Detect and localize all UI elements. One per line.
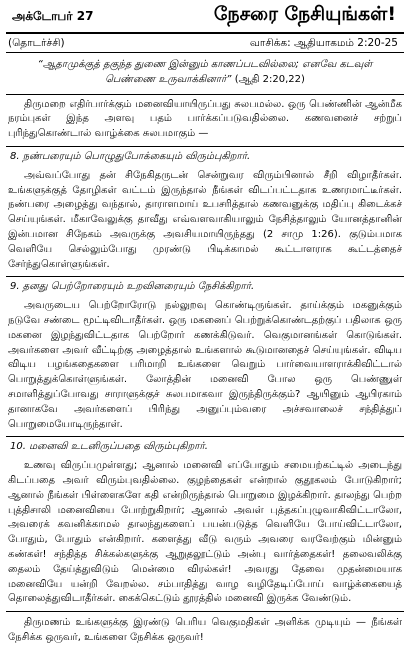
key-verse: [32, 58, 378, 88]
verse-text: “ஆதாமுக்குத் தகுந்த துணை இன்னும் காணப்படவில்லை; எனவே கடவுள் பெண்ணை உருவாக்கினார்”: [37, 59, 373, 85]
continued-label: (தொடர்ச்சி): [8, 37, 65, 49]
section-heading-9: 9. தனது பெற்றோரையும் உறவினரையும் நேசிக்கிறார்.: [10, 281, 255, 293]
section-body-8: அவ்வப்போது தன் சிநேகிதருடன் சென்றுவர விரும்பினால் சீறி விழாதீர்கள். உங்களுக்குத் தோழிகள் வட்டம் இருந்தால் நீங்கள் விடப்பட்டதாக உணரமாட்டீர்கள். நண்பரை அழைத்து வந்தால், தாராளமாய் உபசரித்தால் கணவனுக்கு மதிப்பு கிடைக்கச் செய்யுங்கள். மீகாவேலுக்கு தாவீது எவ்வளவாகியாலும் நேசித்தாலும் யோனத்தானின் இன்பமான சிநேகம் அவருக்கு அவசியமாயிருந்தது (2 சாமு 1:26). குடும்பமாக வெளியே செல்லும்போது முரண்டு பிடிக்காமல் கூட்டாளராக கூட்டத்தைச் சேர்ந்துகொள்ளுங்கள்.: [8, 169, 402, 270]
page-date: அக்டோபர் 27: [12, 9, 94, 23]
page-title: நேசரை நேசியுங்கள்!: [213, 3, 396, 25]
section-body-9: அவருடைய பெற்றோரோடு நல்லுறவு கொண்டிருங்கள். தாய்க்கும் மகனுக்கும் நடுவே சண்டை மூட்டிவிடாதீர்கள். ஒரு மகனைப் பெற்றுக்கொண்டதற்குப் பதிலாக ஒரு மகனை இழந்துவிட்டதாக பெற்றோர் கணக்கிடுவர். வெகுமானங்கள் கொடுங்கள். அவர்களை அவர் வீட்டிற்கு அழைத்தால் உங்களால் கூடுமானதைச் செய்யுங்கள். விடிய விடிய பழங்கதைகளை பரிமாறி உங்களை வெறும் பார்வையாளராக்கிவிட்டால் பொறுத்துக்கொள்ளுங்கள். லோத்தின் மனைவி போல ஒரு பெண்ணுள் சமாளித்துப்போவது சாராளுக்குச் சுலபமாகவா இருந்திருக்கும்? ஆயினும் ஆபிரகாம் தானாகவே அவர்களைப் பிரிந்து அனுப்பும்வரை அச்சவாலைச் சந்தித்துப் பொறுமையோடிருந்தாள்.: [8, 300, 402, 430]
section-body-10: உணவு விருப்பமுள்ளது; ஆனால் மனைவி எப்போதும் சமையற்கட்டில் அடைந்து கிடப்பதை அவர் விரும்புவதில்லை. குழந்தைகள் என்றால் குதூகலம் போடுகிறார்; ஆனால் நீங்கள் பிள்ளைகளே கதி என்றிருந்தால் பொறுமை இழக்கிறார். தாலந்து பெற்ற புத்திசாலி மனைவியை போற்றுகிறார்; ஆனால் அவள் புத்தகப்புழுவாகிவிட்டாலோ, அவரைக் கவனிக்காமல் தாலந்துகளைப் பயன்படுத்த வெளியே போய்விட்டாலோ, போதும், போதும் என்கிறார். களைத்து வீடு வரும் அவரை வரவேற்கும் மின்னும் கண்கள்! சந்தித்த சிக்கல்களுக்கு ஆறுதலூட்டும் அன்பு வார்த்தைகள்! தலைவலிக்கு தைலம் தேய்த்துவிடும் மென்மை விரல்கள்! அவரது தேவை முதன்மையாக மனைவியே யன்றி வேறல்ல. சம்பாதித்து வாழ வழிதேடிப்போய் வாழ்க்கையைத் தொலைத்துவிடாதீர்கள். கைக்கெட்டும் தூரத்தில் மனைவி இருக்க வேண்டும்.: [8, 460, 402, 605]
section-body-9-block: [6, 296, 404, 436]
closing-paragraph: திருமணம் உங்களுக்கு இரண்டு பெரிய வெகுமதிகள் அளிக்க முடியும் — நீங்கள் நேசிக்க ஒருவர், உங்களை நேசிக்க ஒருவர்!: [8, 617, 402, 643]
section-body-8-block: [6, 166, 404, 277]
closing-block: [6, 612, 404, 646]
reading-reference: வாசிக்க: ஆதியாகமம் 2:20-25: [249, 37, 398, 49]
subheader: [6, 34, 404, 52]
section-heading-8: 8. நண்பரையும் பொழுதுபோக்கையும் விரும்புகிறார்.: [10, 150, 251, 162]
section-body-10-block: [6, 456, 404, 611]
subheader-divider: [6, 52, 404, 53]
verse-reference: (ஆதி 2:20,22): [234, 73, 305, 85]
intro-block: [6, 95, 404, 146]
section-heading-10: 10. மனைவி உடனிருப்பதை விரும்புகிறார்.: [10, 441, 208, 453]
page-header: [6, 0, 404, 32]
intro-paragraph: திருமறை எதிர்பார்க்கும் மனைவியாயிருப்பது சுலபமல்ல. ஒரு பெண்ணின் ஆன்மீக நரம்புகள் இந்த அளவு பதம் பார்க்கப்படுவதில்லை. கணவனைச் சற்றுப் புரிந்துகொண்டால் வாழ்க்கை சுலபமாகும் —: [8, 98, 402, 140]
